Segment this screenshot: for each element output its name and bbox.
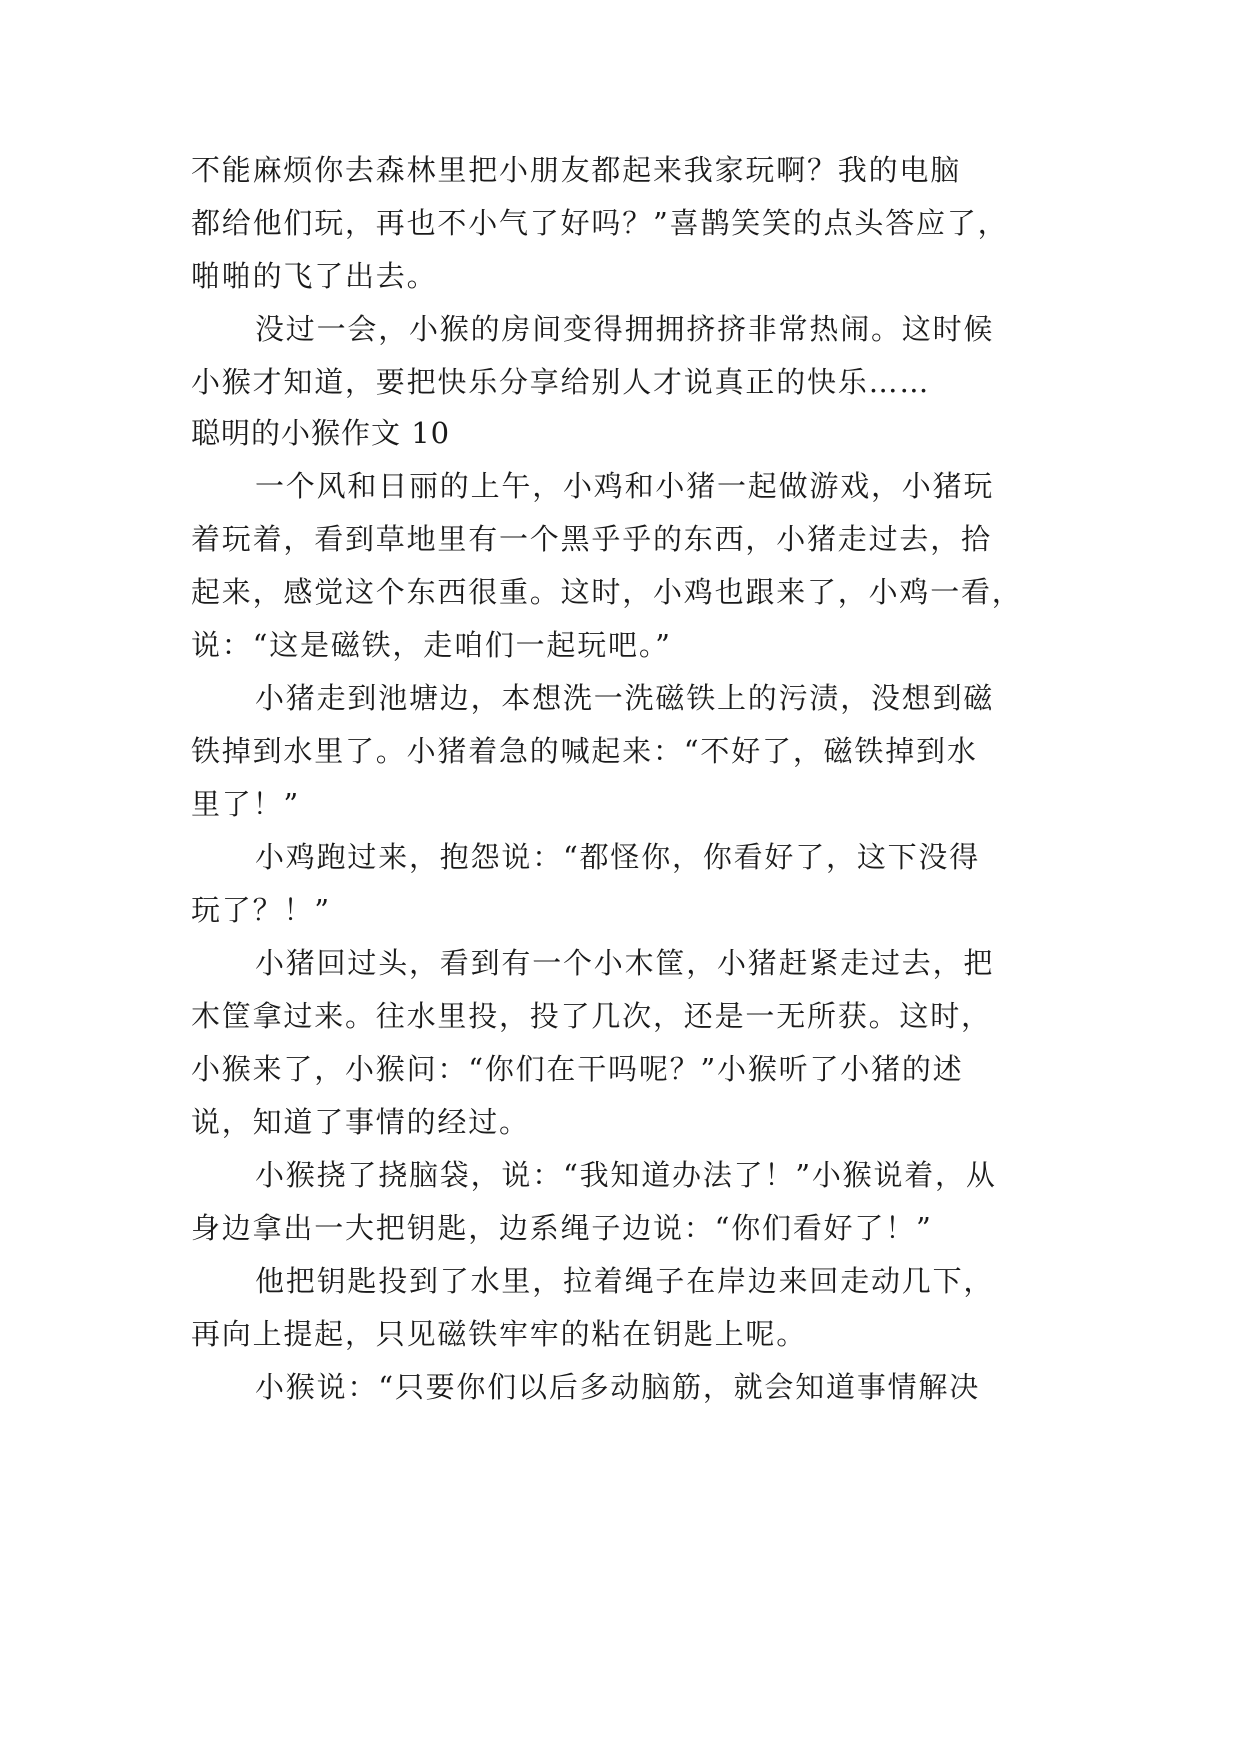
- text-line: 着玩着，看到草地里有一个黑乎乎的东西，小猪走过去，拾: [191, 522, 992, 556]
- text-line: 不能麻烦你去森林里把小朋友都起来我家玩啊？我的电脑: [191, 153, 962, 187]
- text-line: 小猴说：“只要你们以后多动脑筋，就会知道事情解决: [255, 1370, 981, 1404]
- text-line: 啪啪的飞了出去。: [191, 259, 438, 293]
- text-line: 他把钥匙投到了水里，拉着绳子在岸边来回走动几下，: [255, 1264, 995, 1298]
- text-line: 里了！”: [191, 787, 301, 821]
- text-line: 一个风和日丽的上午，小鸡和小猪一起做游戏，小猪玩: [255, 469, 995, 503]
- text-line: 说，知道了事情的经过。: [191, 1105, 530, 1139]
- text-line: 说：“这是磁铁，走咱们一起玩吧。”: [191, 628, 672, 662]
- text-line: 木筐拿过来。往水里投，投了几次，还是一无所获。这时，: [191, 999, 992, 1033]
- text-line: 小猪回过头，看到有一个小木筐，小猪赶紧走过去，把: [255, 946, 995, 980]
- text-line: 小猪走到池塘边，本想洗一洗磁铁上的污渍，没想到磁: [255, 681, 995, 715]
- text-line: 小猴来了，小猴问：“你们在干吗呢？”小猴听了小猪的述: [191, 1052, 964, 1086]
- text-line: 铁掉到水里了。小猪着急的喊起来：“不好了，磁铁掉到水: [191, 734, 978, 768]
- text-line: 小猴才知道，要把快乐分享给别人才说真正的快乐……: [191, 365, 931, 399]
- section-heading: 聪明的小猴作文 10: [191, 416, 451, 450]
- text-line: 身边拿出一大把钥匙，边系绳子边说：“你们看好了！”: [191, 1211, 933, 1245]
- text-line: 没过一会，小猴的房间变得拥拥挤挤非常热闹。这时候: [255, 312, 995, 346]
- text-line: 再向上提起，只见磁铁牢牢的粘在钥匙上呢。: [191, 1317, 808, 1351]
- text-line: 都给他们玩，再也不小气了好吗？”喜鹊笑笑的点头答应了，: [191, 206, 1009, 240]
- text-line: 小鸡跑过来，抱怨说：“都怪你，你看好了，这下没得: [255, 840, 981, 874]
- text-line: 小猴挠了挠脑袋，说：“我知道办法了！”小猴说着，从: [255, 1158, 997, 1192]
- text-line: 起来，感觉这个东西很重。这时，小鸡也跟来了，小鸡一看，: [191, 575, 1023, 609]
- text-line: 玩了？！”: [191, 893, 331, 927]
